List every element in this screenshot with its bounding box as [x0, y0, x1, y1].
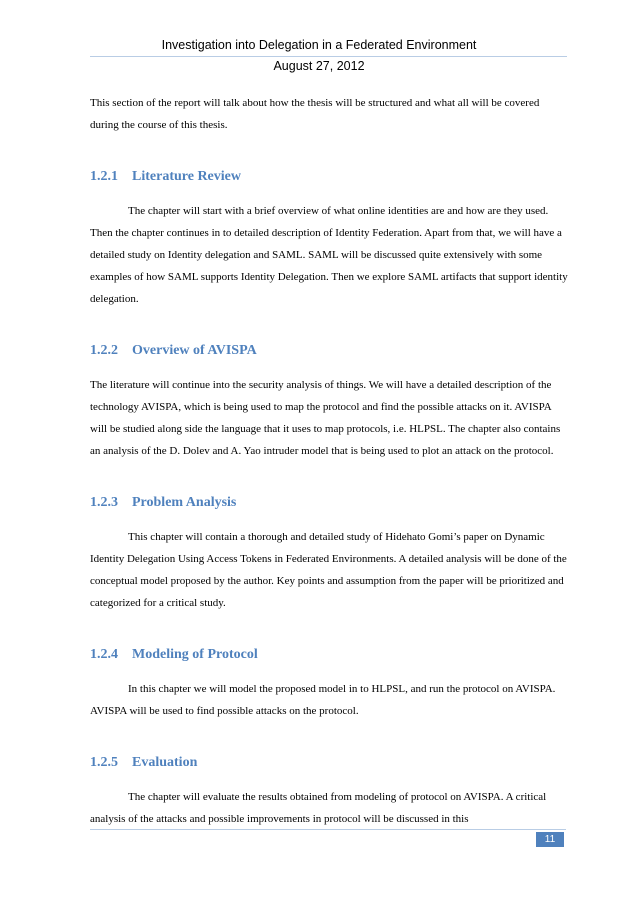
running-header-date: August 27, 2012	[273, 59, 365, 73]
section-paragraph: The chapter will evaluate the results obtained from modeling of protocol on AVISPA. A critical analysis of the attacks and possible improvements in protocol will be discussed in this	[90, 791, 547, 825]
section-title: Evaluation	[132, 755, 198, 770]
section-title: Problem Analysis	[132, 495, 237, 510]
page-body	[90, 92, 568, 830]
section-heading-overview-of-avispa	[90, 342, 568, 360]
page-footer	[90, 829, 566, 849]
section-paragraph: In this chapter we will model the proposed model in to HLPSL, and run the protocol on AVISPA. AVISPA will be used to find possible attacks on the protocol.	[90, 683, 556, 717]
section-number: 1.2.1	[90, 169, 118, 184]
section-heading-problem-analysis	[90, 494, 568, 512]
page-number-badge: 11	[536, 832, 564, 847]
section-paragraph: The literature will continue into the security analysis of things. We will have a detailed description of the technology AVISPA, which is being used to map the protocol and find the possible attacks on it. AVISPA will be studied along side the language that it uses to map protocols, i.e. HLPSL. The chapter also contains an analysis of the D. Dolev and A. Yao intruder model that is being used to plot an attack on the protocol.	[90, 379, 561, 457]
section-title: Literature Review	[132, 169, 241, 184]
intro-paragraph: This section of the report will talk about how the thesis will be structured and what all will be covered during the course of this thesis.	[90, 97, 540, 131]
section-heading-modeling-of-protocol	[90, 646, 568, 664]
section-title: Modeling of Protocol	[132, 647, 258, 662]
section-number: 1.2.3	[90, 495, 118, 510]
section-title: Overview of AVISPA	[132, 343, 257, 358]
section-number: 1.2.2	[90, 343, 118, 358]
header-divider	[90, 56, 567, 57]
section-paragraph: This chapter will contain a thorough and detailed study of Hidehato Gomi’s paper on Dynamic Identity Delegation Using Access Tokens in Federated Environments. A detailed analysis will be done of the conceptual model proposed by the author. Key points and assumption from the paper will be prioritized and categorized for a critical study.	[90, 531, 567, 609]
section-paragraph: The chapter will start with a brief overview of what online identities are and how are they used. Then the chapter continues in to detailed description of Identity Federation. Apart from that, we will have a detailed study on Identity delegation and SAML. SAML will be discussed quite extensively with some examples of how SAML supports Identity Delegation. Then we explore SAML artifacts that support identity delegation.	[90, 205, 568, 305]
section-number: 1.2.5	[90, 755, 118, 770]
section-heading-evaluation	[90, 754, 568, 772]
running-header-title: Investigation into Delegation in a Federated Environment	[161, 38, 477, 52]
section-heading-literature-review	[90, 168, 568, 186]
section-number: 1.2.4	[90, 647, 118, 662]
